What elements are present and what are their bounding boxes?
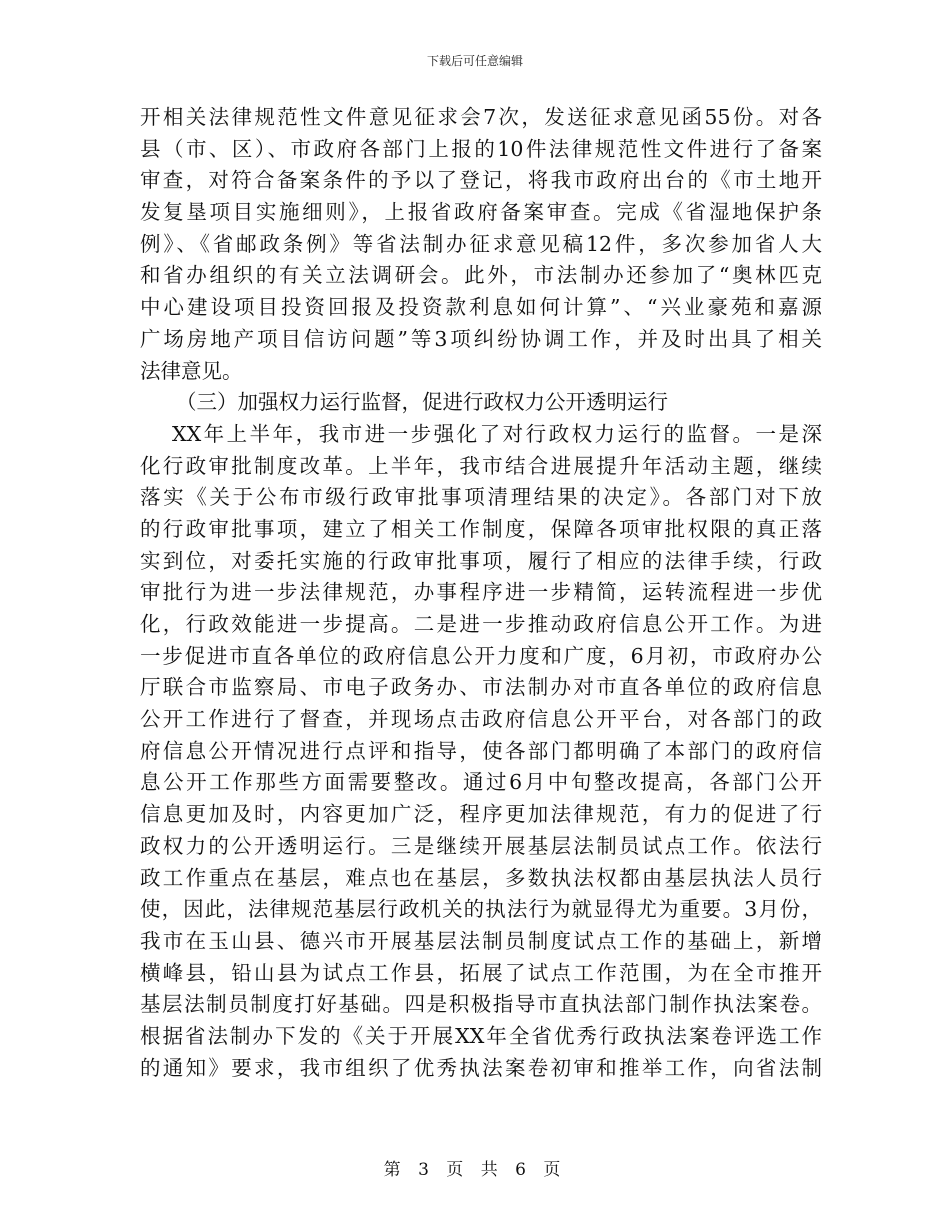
paragraph-line: 使，因此，法律规范基层行政机关的执法行为就显得尤为重要。3月份，: [140, 897, 822, 922]
paragraph-line: 和省办组织的有关立法调研会。此外，市法制办还参加了“奥林匹克: [140, 263, 822, 288]
paragraph-line: 县（市、区）、市政府各部门上报的10件法律规范性文件进行了备案: [140, 136, 822, 161]
paragraph-line: 实到位，对委托实施的行政审批事项，履行了相应的法律手续，行政: [140, 548, 822, 573]
paragraph-line: 审查，对符合备案条件的予以了登记，将我市政府出台的《市土地开: [140, 168, 822, 193]
paragraph-line: 政权力的公开透明运行。三是继续开展基层法制员试点工作。依法行: [140, 833, 822, 858]
paragraph-line: 信息更加及时，内容更加广泛，程序更加法律规范，有力的促进了行: [140, 802, 822, 827]
paragraph-line: 横峰县，铅山县为试点工作县，拓展了试点工作范围，为在全市推开: [140, 960, 822, 985]
paragraph-line: 府信息公开情况进行点评和指导，使各部门都明确了本部门的政府信: [140, 738, 822, 763]
paragraph-line: 政工作重点在基层，难点也在基层，多数执法权都由基层执法人员行: [140, 865, 822, 890]
paragraph-line: 例》、《省邮政条例》等省法制办征求意见稿12件，多次参加省人大: [140, 231, 822, 256]
paragraph-line: 法律意见。: [140, 358, 243, 383]
page-header: 下载后可任意编辑: [426, 54, 523, 68]
paragraph-line: 中心建设项目投资回报及投资款利息如何计算”、“兴业豪苑和嘉源: [140, 295, 822, 320]
paragraph-line: 开相关法律规范性文件意见征求会7次，发送征求意见函55份。对各: [140, 105, 822, 129]
paragraph-line: 化，行政效能进一步提高。二是进一步推动政府信息公开工作。为进: [140, 612, 822, 636]
paragraph-line: 基层法制员制度打好基础。四是积极指导市直执法部门制作执法案卷。: [140, 992, 822, 1017]
section-heading: （三）加强权力运行监督，促进行政权力公开透明运行: [176, 390, 668, 415]
paragraph-line: 化行政审批制度改革。上半年，我市结合进展提升年活动主题，继续: [140, 453, 822, 478]
paragraph-line: XX年上半年，我市进一步强化了对行政权力运行的监督。一是深: [172, 421, 822, 446]
paragraph-line: 息公开工作那些方面需要整改。通过6月中旬整改提高，各部门公开: [140, 770, 822, 795]
page-footer: 第 3 页 共 6 页: [383, 1160, 567, 1180]
paragraph-line: 我市在玉山县、德兴市开展基层法制员制度试点工作的基础上，新增: [140, 928, 822, 953]
paragraph-line: 公开工作进行了督查，并现场点击政府信息公开平台，对各部门的政: [140, 707, 822, 732]
paragraph-line: 广场房地产项目信访问题”等3项纠纷协调工作，并及时出具了相关: [140, 326, 822, 351]
paragraph-line: 的行政审批事项，建立了相关工作制度，保障各项审批权限的真正落: [140, 516, 822, 541]
paragraph-line: 发复垦项目实施细则》，上报省政府备案审查。完成《省湿地保护条: [140, 200, 822, 225]
paragraph-line: 的通知》要求，我市组织了优秀执法案卷初审和推举工作，向省法制: [140, 1055, 822, 1080]
paragraph-line: 厅联合市监察局、市电子政务办、市法制办对市直各单位的政府信息: [140, 675, 822, 700]
paragraph-line: 落实《关于公布市级行政审批事项清理结果的决定》。各部门对下放: [140, 485, 822, 510]
paragraph-line: 根据省法制办下发的《关于开展XX年全省优秀行政执法案卷评选工作: [140, 1023, 822, 1048]
body-text: [140, 102, 822, 1084]
paragraph-line: 审批行为进一步法律规范，办事程序进一步精简，运转流程进一步优: [140, 580, 822, 605]
paragraph-line: 一步促进市直各单位的政府信息公开力度和广度，6月初，市政府办公: [140, 643, 822, 668]
